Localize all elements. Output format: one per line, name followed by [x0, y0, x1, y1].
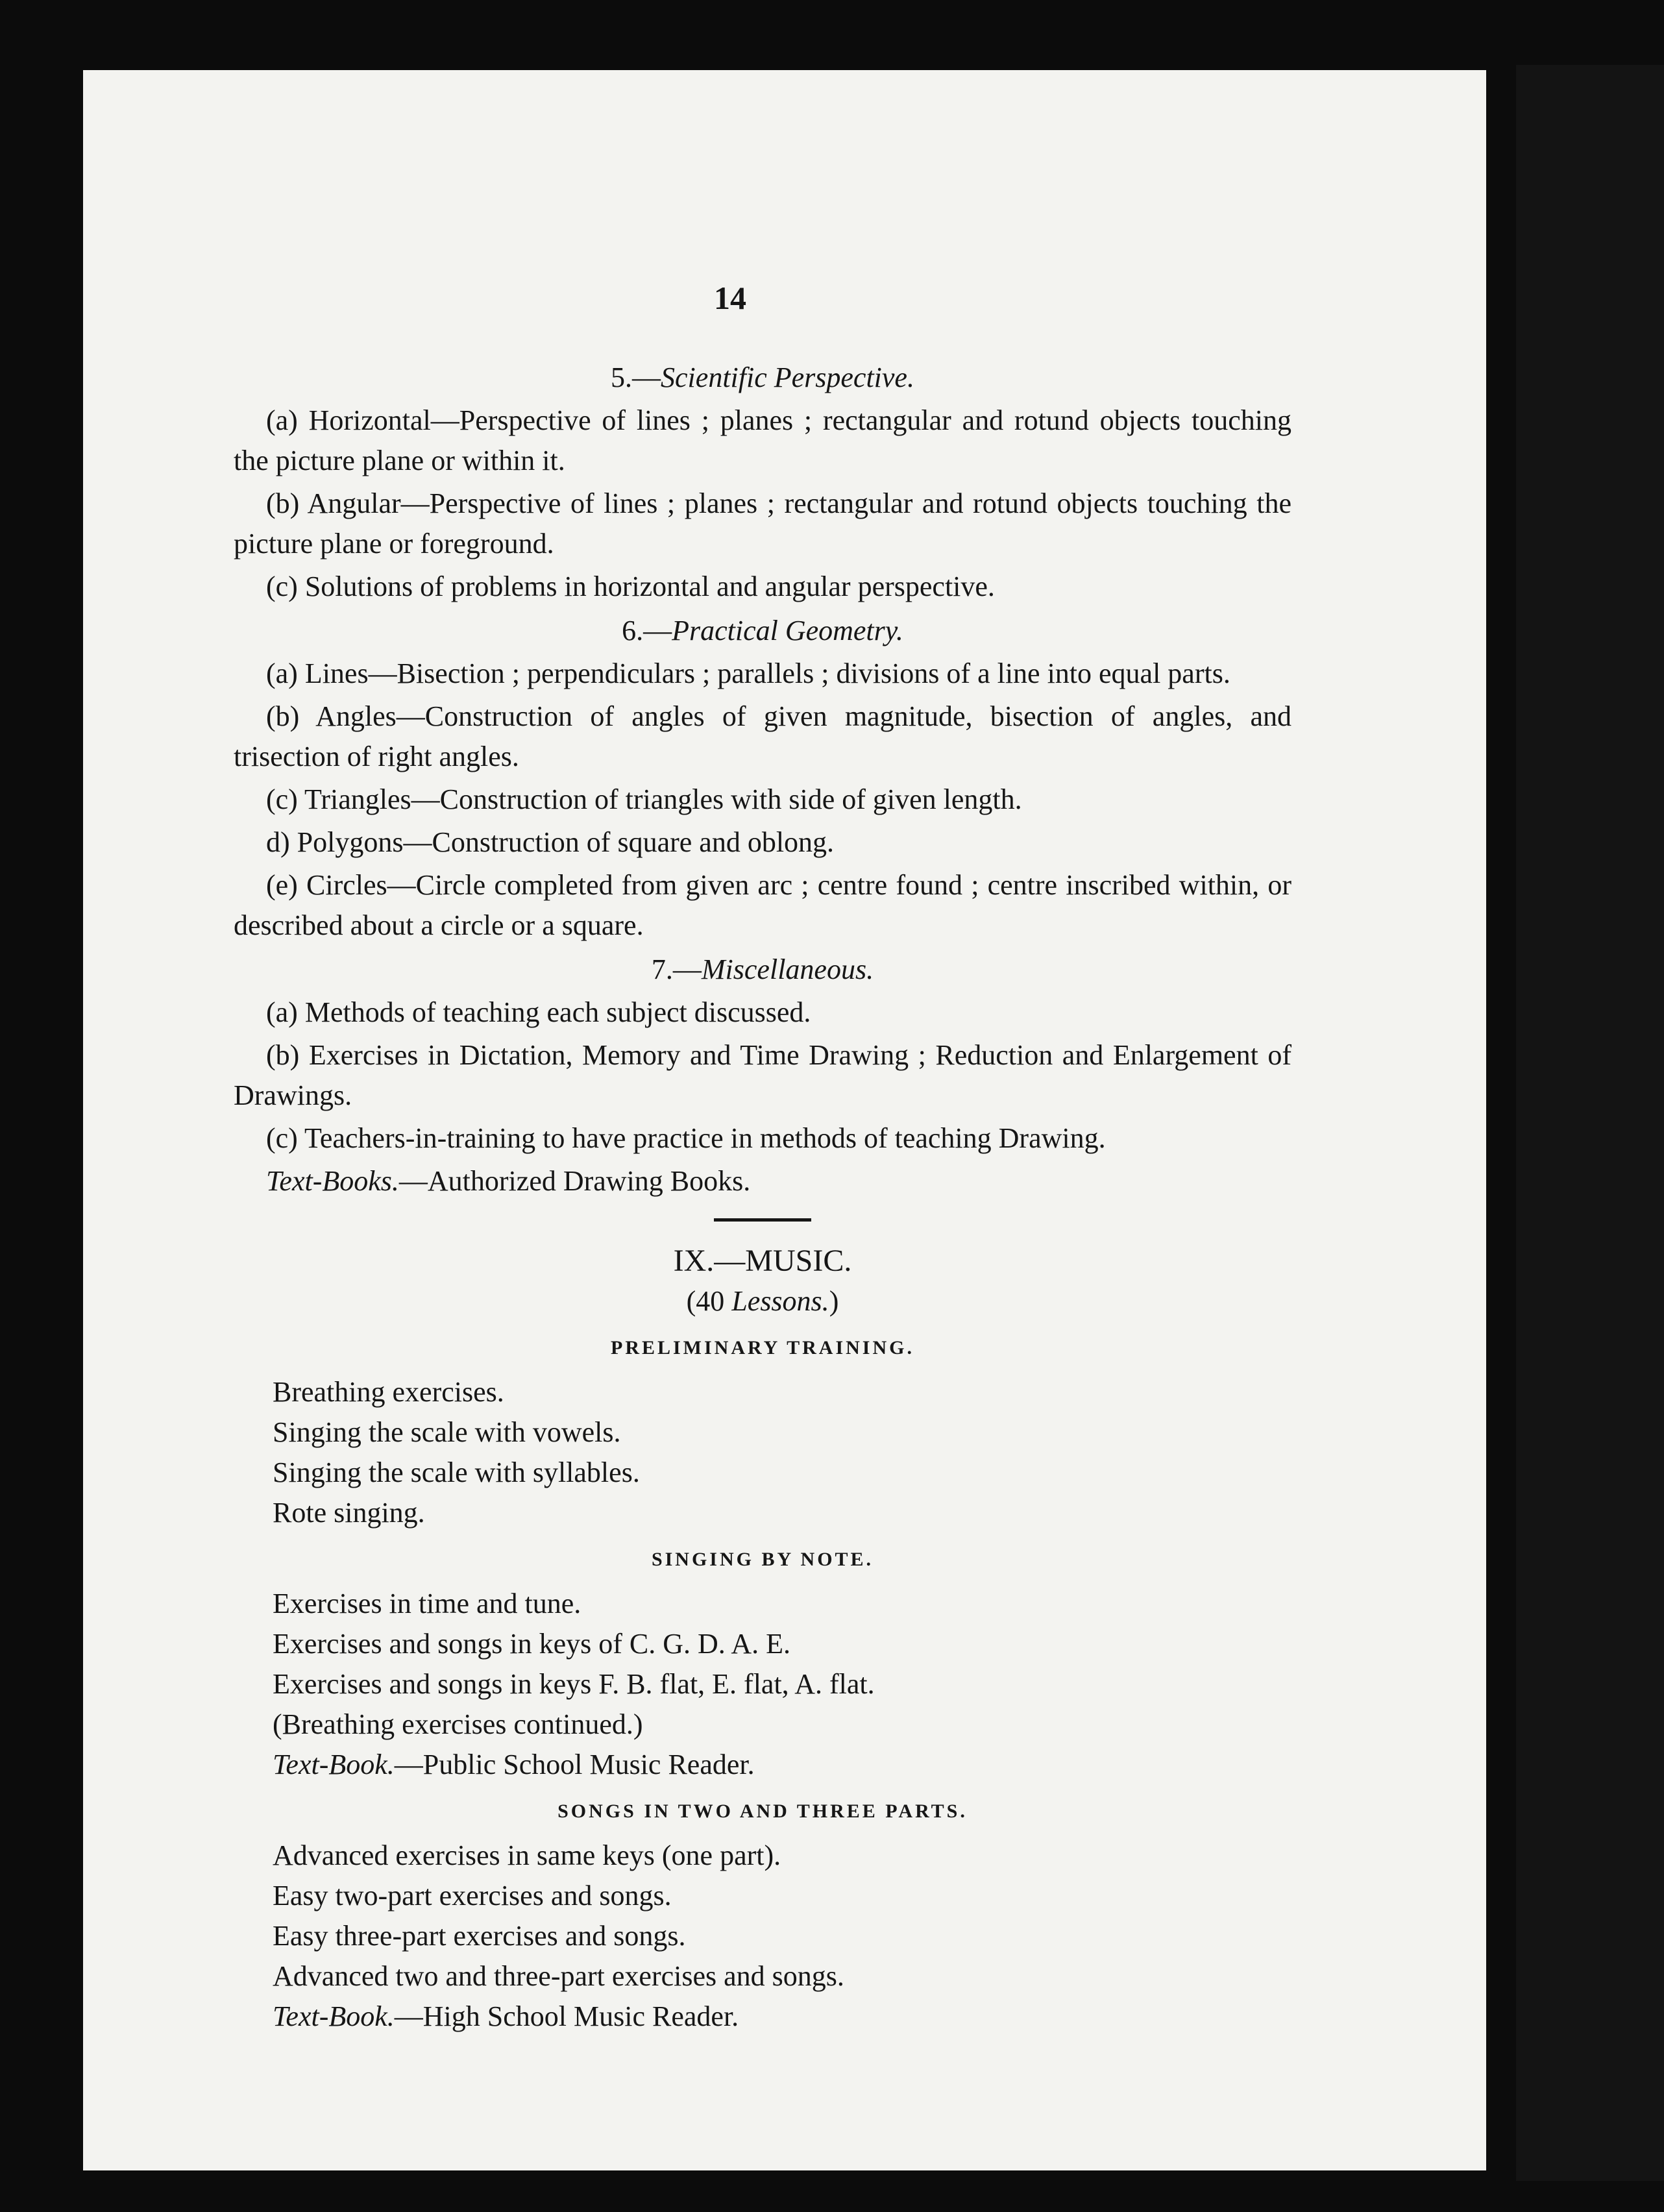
- section-item: (b) Angles—Construction of angles of given magnitude, bisection of angles, and trisection of right angles.: [234, 700, 1291, 772]
- textbook-label: Text-Book.: [273, 2000, 395, 2032]
- section-title: Practical Geometry.: [672, 615, 903, 646]
- section-heading: [234, 611, 1291, 651]
- section-item: (c) Teachers-in-training to have practice in methods of teaching Drawing.: [266, 1122, 1106, 1154]
- music-line: Rote singing.: [273, 1497, 425, 1529]
- page-gutter-shadow: [1486, 65, 1516, 2181]
- section-item: (b) Exercises in Dictation, Memory and Time Drawing ; Reduction and Enlargement of Drawings.: [234, 1039, 1291, 1111]
- adjacent-page-edge: [1516, 65, 1664, 2181]
- section-7: [234, 950, 1291, 1201]
- music-lessons: [234, 1281, 1291, 1321]
- music-line: Easy two-part exercises and songs.: [273, 1880, 672, 1911]
- section-item: d) Polygons—Construction of square and oblong.: [266, 826, 835, 858]
- section-number: 7.—: [651, 953, 702, 985]
- section-number: 5.—: [611, 362, 661, 393]
- section-5: [234, 358, 1291, 607]
- music-line: Easy three-part exercises and songs.: [273, 1920, 686, 1952]
- section-title: Scientific Perspective.: [661, 362, 914, 393]
- section-heading: [234, 950, 1291, 990]
- subsection-heading: PRELIMINARY TRAINING.: [611, 1337, 914, 1358]
- textbook-value: —Authorized Drawing Books.: [398, 1165, 751, 1197]
- music-line: Breathing exercises.: [273, 1376, 504, 1408]
- music-line: (Breathing exercises continued.): [273, 1708, 643, 1740]
- page-number: 14: [714, 280, 746, 316]
- section-item: (c) Solutions of problems in horizontal and angular perspective.: [266, 571, 995, 602]
- section-item: (a) Methods of teaching each subject discussed.: [266, 996, 811, 1028]
- textbook-label: Text-Books.: [266, 1165, 399, 1197]
- page-body: [234, 354, 1291, 2037]
- section-title: Miscellaneous.: [701, 953, 874, 985]
- textbook-line: [234, 1997, 1291, 2037]
- textbook-value: —Public School Music Reader.: [394, 1749, 755, 1780]
- section-item: (b) Angular—Perspective of lines ; planes ; rectangular and rotund objects touching the picture plane or foreground.: [234, 487, 1291, 559]
- lessons-number: (40: [686, 1285, 732, 1317]
- music-line: Singing the scale with vowels.: [273, 1416, 621, 1448]
- section-item: (c) Triangles—Construction of triangles with side of given length.: [266, 783, 1022, 815]
- section-heading: [234, 358, 1291, 398]
- textbook-line: [234, 1161, 1291, 1201]
- textbook-value: —High School Music Reader.: [394, 2000, 739, 2032]
- music-line: Advanced exercises in same keys (one part).: [273, 1839, 781, 1871]
- section-item: (e) Circles—Circle completed from given arc ; centre found ; centre inscribed within, or described about a circle or a square.: [234, 869, 1291, 941]
- music-line: Singing the scale with syllables.: [273, 1456, 640, 1488]
- lessons-word: Lessons.: [731, 1285, 829, 1317]
- lessons-close: ): [829, 1285, 839, 1317]
- subsection-heading: SONGS IN TWO AND THREE PARTS.: [557, 1800, 968, 1822]
- subsection-heading: SINGING BY NOTE.: [651, 1549, 874, 1570]
- section-number: 6.—: [622, 615, 672, 646]
- section-6: [234, 611, 1291, 946]
- music-title: IX.—MUSIC.: [673, 1244, 852, 1278]
- section-divider: [714, 1218, 811, 1222]
- textbook-label: Text-Book.: [273, 1749, 395, 1780]
- music-section: [234, 1241, 1291, 2037]
- section-item: (a) Lines—Bisection ; perpendiculars ; parallels ; divisions of a line into equal parts.: [266, 657, 1230, 689]
- textbook-line: [234, 1745, 1291, 1785]
- music-line: Exercises and songs in keys F. B. flat, E. flat, A. flat.: [273, 1668, 875, 1700]
- section-item: (a) Horizontal—Perspective of lines ; planes ; rectangular and rotund objects touching the picture plane or within it.: [234, 404, 1291, 476]
- music-line: Exercises in time and tune.: [273, 1588, 581, 1619]
- music-line: Advanced two and three-part exercises and songs.: [273, 1960, 844, 1992]
- music-line: Exercises and songs in keys of C. G. D. A. E.: [273, 1628, 791, 1660]
